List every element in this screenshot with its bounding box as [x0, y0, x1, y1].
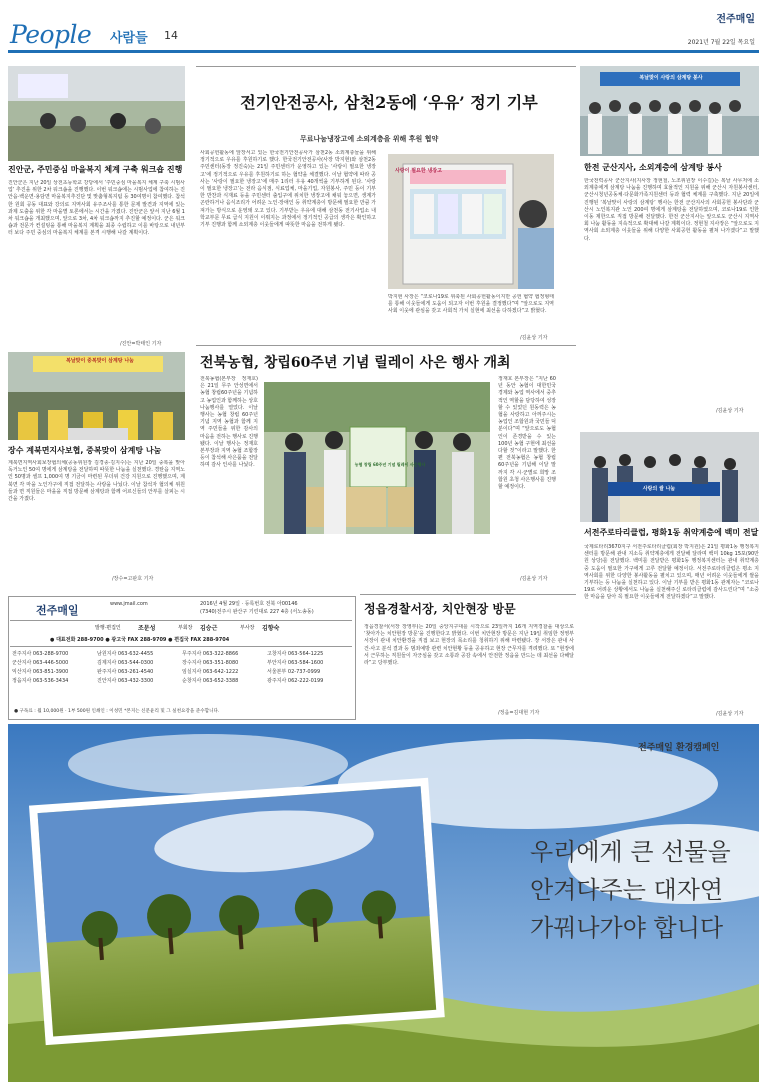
right-a1-title: 한전 군산지사, 소외계층에 삼계탕 봉사 — [584, 163, 722, 172]
center-a1-subtitle: 무료나눔냉장고에 소외계층을 위해 후원 협약 — [300, 135, 439, 143]
bureau-item: 남원지사 063-632-4455 — [97, 651, 154, 657]
issue-date: 2021년 7월 22일 목요일 — [687, 39, 755, 46]
vice-name: 김승근 — [200, 625, 218, 632]
center-a2-title: 전북농협, 창립60주년 기념 릴레이 사은 행사 개최 — [200, 355, 511, 371]
left-a2-body: 계북면지역사회보장협의체(공동위원장 김경종·김지수)는 지난 20일 중복을 맞아 독거노인 50여 명에게 삼계탕을 전달하며 따뜻한 나눔을 실천했다. 경탄읍 지역노인 50명과 셀프 1,000여 명 기금이 마련된 무더위 건강 지원으로 진행했으며, 계북면 각 마을 노인가구에 직접 전달하는 사랑을 나눴다. 이날 참석자 협의체 위원들과 면 직원들은 마을을 직접 방문해 삼계탕과 함께 어르신들의 안부를 살피는 시간을 가졌다. — [8, 460, 185, 503]
center-rule-2 — [196, 345, 576, 346]
center-a1-body: 사회공헌활동에 앞장서고 있는 한국전기안전공사가 삼천2동 소외계층들을 위해 정기적으로 우유를 후원하기로 했다. 한국전기안전공사(사장 박지현)와 삼천2동주민센터(동장 정진숙)는 21일 주민센터가 운영하고 있는 ‘사랑이 필요한 냉장고’에 정기적으로 우유를 후원하기로 하는 협약을 체결했다. 이날 협약에 따라 공사는 ‘사랑이 필요한 냉장고’에 매주 1리터 우유 40개씩을 기부하게 된다. ‘사랑이 필요한 냉장고’는 전라 음식점, 식료업체, 마을기업, 자원봉사, 주민 등이 기부한 반찬과 식재료 등을 주민센터 출입구에 위치한 냉장고에 채워 놓으면, 생계가 곤란하거나 음식조리가 어려운 노인·장애인 등 취약계층이 방문해 필요한 만큼 가져가는 방식으로 운영돼 오고 있다. 기부받는 우유에 대해 삼천동 전기사업소 내 학교부문 무료 급식 지원이 이뤄지는 과정에서 정기적인 공급의 생각은 확인하고 기부 진행과 함께 소외계층 이웃들에게 따뜻한 마음을 전하게 됐다. — [200, 150, 376, 229]
left-a1-title: 진안군, 주민중심 마을복지 체계 구축 워크숍 진행 — [8, 165, 183, 174]
masthead-divider — [10, 620, 352, 621]
bureau-item: 서울본부 02-737-0999 — [267, 669, 321, 675]
left-a1-byline: /진안=박태인 기자 — [120, 341, 162, 347]
left-a1-body: 진안군은 지난 20일 상전초등학교 강당에서 ‘주민중심 마을복지 체계 구축 시범사업’ 추진을 위한 2차 워크숍을 진행했다. 이번 워크숍에는 시범사업에 참여하는 진안읍·백운면·용담면 마을복지추진단 및 맞춤형복지팀 등 30여명이 참여했다. 참석한 원회 공동 대표와 강의로 지역사회 유주조사를 통한 문제 발견과 지역에 있는 과제 도출을 위한 각 마을별 토론에서는 시간을 가졌다. 진안군은 앞서 지난 6월 1차 워크숍을 개최했으며, 앞으로 3차, 4차 워크숍까지 추진할 예정이다. 군은 워크숍과 전문가 컨설팅을 통해 마을복지 계획을 최종 수립하고 이를 바탕으로 내년부터 보다 주민 중심의 마을복지 체계를 본격 시행해 나갈 계획이다. — [8, 180, 185, 237]
bureau-item: 부안지사 063-584-1600 — [267, 660, 324, 666]
ad-campaign-name: 전주매일 환경캠페인 — [638, 743, 720, 753]
bureau-item: 고창지사 063-564-1225 — [267, 651, 324, 657]
publisher-label: 발행·편집인 — [95, 625, 121, 631]
center-a2-photo-banner: 농협 창립 60주년 기념 릴레이 사은행사 — [354, 462, 426, 467]
header-rule — [8, 50, 759, 53]
bureau-item: 김제지사 063-544-0300 — [97, 660, 154, 666]
bureau-item: 무주지사 063-322-8866 — [182, 651, 239, 657]
masthead-name: 전주매일 — [36, 604, 79, 617]
section-title-en: People — [10, 20, 92, 49]
right-a2-byline: /김윤상 기자 — [716, 711, 744, 717]
bureau-item: 정읍지사 063-536-3434 — [12, 678, 69, 684]
center-rule-3 — [360, 594, 576, 595]
masthead-phones: ● 대표전화 288-9700 ● 광고국 FAX 288-9709 ● 편집국 FAX 288-9704 — [50, 637, 230, 643]
masthead-url: www.jmail.com — [110, 601, 148, 607]
photo-samgyetang — [8, 352, 185, 440]
deputy-label: 부사장 — [240, 625, 255, 631]
center-a2-body-left: 전북농협(본부장 정재호)은 21일 무주 안성면에서 농협 창립60주년을 기념하고 농업인과 함께하는 상호 나눔행사를 열었다. 이날 행사는 농협 창립 60주년 기념 지역 농협과 함께 지역 주민들을 위한 감사의 마음을 전하는 행사로 진행됐다. 이날 행사는 정재호 본부장과 지역 농협 조합장 등이 참석해 사은품을 전달하며 감사 인사를 나눴다. — [200, 376, 258, 469]
center-a1-photo-banner: 사랑이 필요한 냉장고 — [395, 168, 442, 174]
right-a1-photo-banner: 복날맞이 사랑의 삼계탕 봉사 — [639, 75, 703, 81]
left-a2-banner: 복날맞이 중복맞이 삼계탕 나눔 — [65, 358, 134, 364]
bureau-grid — [12, 650, 352, 706]
right-a1-byline: /김윤상 기자 — [716, 408, 744, 414]
bureau-item: 익산지사 063-851-3900 — [12, 669, 69, 675]
center-a1-byline: /김윤상 기자 — [520, 335, 548, 341]
center-a3-byline: /정읍=김대현 기자 — [498, 710, 540, 716]
center-a1-caption: 박지현 사장은 “코로나19로 위축된 사회공헌활동이지만 공헌 협약 협정형태를 통해 이웃들에게 도움이 되고자 이번 후원을 결정했다”며 “앞으로도 지역사회 이웃에 관심을 갖고 사회적 가치 실현에 최선을 다하겠다”고 밝혔다. — [388, 294, 554, 315]
bureau-item: 순창지사 063-652-3388 — [182, 678, 239, 684]
center-a3-title: 정읍경찰서장, 치안현장 방문 — [364, 602, 516, 616]
bureau-item: 군산지사 063-446-5000 — [12, 660, 69, 666]
ad-slogan-line-2: 안겨다주는 대자연 — [530, 876, 724, 904]
section-title-ko: 사람들 — [110, 31, 148, 46]
bureau-item: 광주지사 062-222-0199 — [267, 678, 324, 684]
masthead-reg2: (7340)전주시 완산구 기린대로 227 4층 (서노송동) — [200, 609, 314, 615]
bureau-item: 장수지사 063-351-8080 — [182, 660, 239, 666]
right-a1-body: 한국전력공사 군산지사(지사장 정현철, 노조위원장 이수길)는 복날 사무처에 소외계층에게 삼계탕 나눔을 진행하며 효율적인 지원을 위해 군산시 자원봉사센터, 군산시청년공동체·다문화가족지원센터 등과 협력 체계를 구축했다. 지난 20일에 진행된 ‘복날맞이 사랑의 삼계탕’ 행사는 한전 군산지사의 사회공헌 봉사단과 군산시 노인복지관 노인 200여 명에게 삼계탕을 전달하였으며, 코로나19로 인한 이동 제한으로 직접 방문해 전달했다. 한전 군산지사는 앞으로도 군산시 지역사회 나눔 활동을 지속적으로 확대해 나갈 계획이다. 정현철 지사장은 “앞으로도 지역사회 소외계층 이웃들을 위해 다양한 사회공헌 활동을 펼쳐 나가겠다”고 말했다. — [584, 178, 759, 242]
photo-workshop — [8, 66, 185, 161]
right-a2-photo-banner: 사랑의 쌀 나눔 — [642, 486, 676, 492]
left-a2-byline: /장수=고판호 기자 — [112, 576, 154, 582]
vice-label: 부회장 — [178, 625, 193, 631]
left-a2-title: 장수 계북면지사보협, 중복맞이 삼계탕 나눔 — [8, 446, 162, 455]
photo-nonghyup — [264, 382, 490, 534]
masthead-divider-2 — [10, 646, 352, 647]
masthead-reg1: 2016년 4월 29일 · 등록번호 전북 아00146 — [200, 601, 298, 607]
paper-logo: 전주매일 — [716, 14, 755, 25]
center-a2-byline: /김윤상 기자 — [520, 576, 548, 582]
right-a2-body: 국제로타리3670지구 서전주로타리클럽(회장 박지원)은 21일 평화1동 행정복지센터를 방문해 관내 지소득 취약계층에게 전달해 달라며 백미 10kg 15포(90만 원 상당)를 전달했다. 백미를 전달받은 평화1동 행정복지센터는 관내 취약계층 중 도움이 필요한 가구에게 고루 전달할 예정이다. 서전주로타리클럽은 평소 지역사회를 위한 다양한 봉사활동을 펼치고 있으며, 매년 어려운 이웃들에게 쌀을 기부하는 등 나눔을 실천하고 있다. 이날 기부를 받은 평화1동 관계자는 “코로나19로 어려운 상황에서도 나눔을 실천해주신 로타리클럽에 감사드린다”며 “소중한 마음을 담아 꼭 필요한 이웃들에게 전달하겠다”고 말했다. — [584, 544, 759, 601]
deputy-name: 김향숙 — [262, 625, 280, 632]
center-a1-title: 전기안전공사, 삼천2동에 ‘우유’ 정기 기부 — [240, 93, 538, 112]
center-a3-body: 정읍경찰서(서장 장영부)는 20일 중앙지구대를 시작으로 23일까지 16개 지역경찰을 대상으로 ‘찾아가는 치안현장 방문’을 진행한다고 밝혔다. 이번 치안현장 방문은 지난 19일 취임한 정영부 서장이 관내 치안환경을 직접 보고 현장의 목소리를 청취하기 위해 마련됐다. 장 서장은 관내 사건·사고 분석 결과 등 범죄예방 관련 치안현황 등을 공유하고 현장 근무자를 격려했다. 또 “현장에서 근무하는 직원들이 자긍심을 갖고 소통과 공감 속에서 안전한 정읍을 만드는 데 최선을 다해달라”고 당부했다. — [364, 624, 574, 667]
center-top-rule — [196, 66, 576, 67]
bureau-item: 완주지사 063-261-4540 — [97, 669, 154, 675]
bureau-item: 전주지사 063-288-9700 — [12, 651, 69, 657]
bureau-item: 진안지사 063-432-3300 — [97, 678, 154, 684]
page-number: 14 — [164, 29, 178, 42]
ad-slogan-line-3: 가꿔나가야 합니다 — [530, 914, 724, 942]
bureau-item: 임실지사 063-642-1222 — [182, 669, 239, 675]
masthead-footer: ● 구독료 : 월 10,000원 · 1부 500원 인쇄인 : 이성민 *본지는 신문윤리 및 그 실천요강을 준수합니다. — [14, 709, 220, 714]
right-a2-title: 서전주로타리클럽, 평화1동 취약계층에 백미 전달 — [584, 528, 759, 537]
publisher-name: 조문성 — [138, 625, 156, 632]
ad-slogan-line-1: 우리에게 큰 선물을 — [530, 838, 731, 866]
photo-rotary — [580, 432, 759, 522]
center-a2-body-right: 정재호 본부장은 “지난 60년 동안 농협이 대한민국 경제와 농업 역사에서 중추적인 역할을 담당하여 성장할 수 있었던 원동력은 농협을 사랑하고 아껴주시는 농업인 조합원과 국민들 덕분이다”며 “앞으로도 농협인이 존경받을 수 있는 100년 농협 구현에 최선을 다할 것”이라고 말했다. 한편 전북농협은 농협 창립60주년을 기념해 이달 말까지 각 시·군별로 희망 조합원 초청 사은행사를 진행할 예정이다. — [498, 376, 556, 491]
